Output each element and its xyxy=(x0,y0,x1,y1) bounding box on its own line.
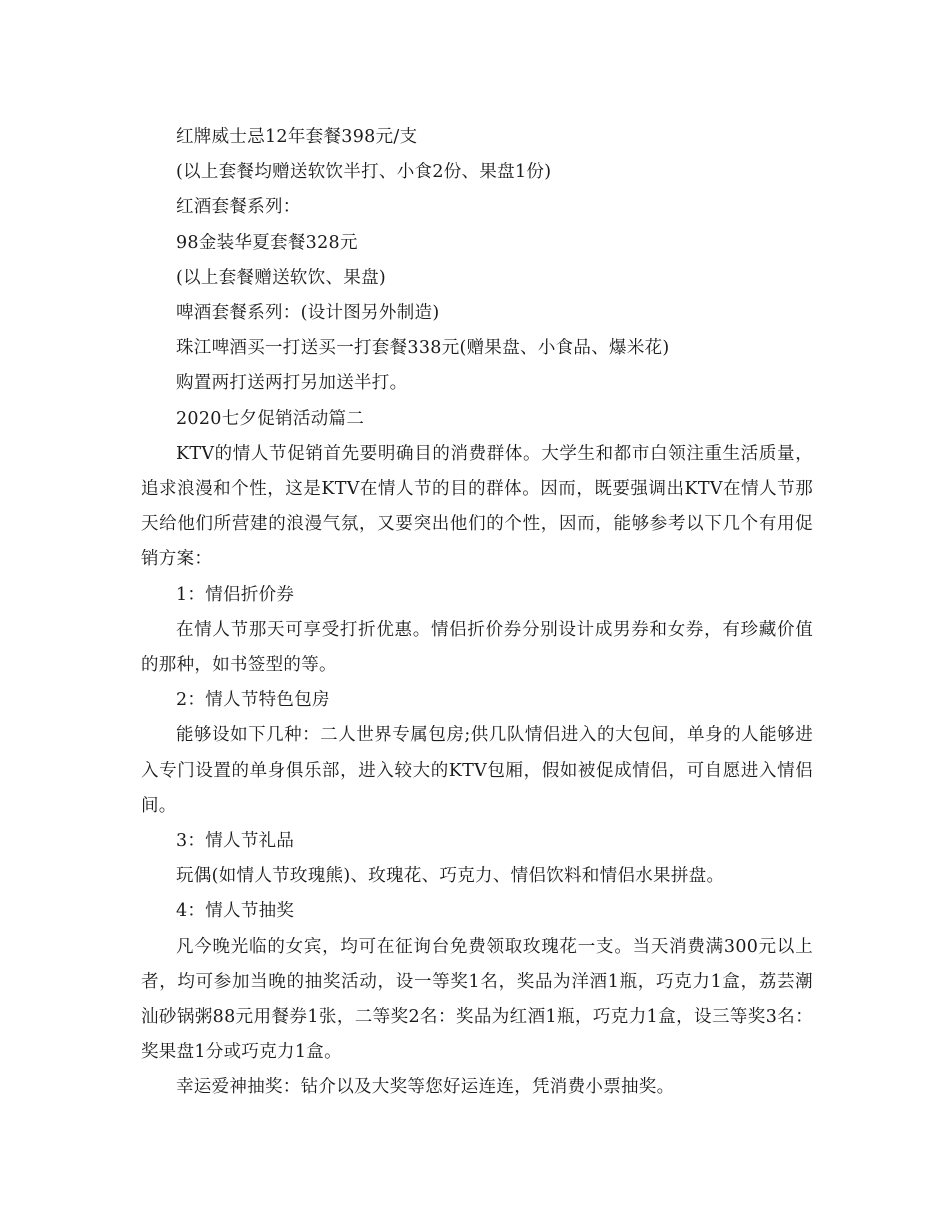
paragraph-red-wine-gift-note: (以上套餐赠送软饮、果盘) xyxy=(176,267,387,288)
paragraph-beer-offer: 购置两打送两打另加送半打。 xyxy=(176,373,408,394)
item-heading-3: 3：情人节礼品 xyxy=(176,831,295,852)
paragraph-red-wine-heading: 红酒套餐系列： xyxy=(176,197,301,218)
item-body-1: 在情人节那天可享受打折优惠。情侣折价券分别设计成男券和女券，有珍藏价值的那种，如书签型的等。 xyxy=(141,619,813,676)
item-heading-2: 2：情人节特色包房 xyxy=(176,690,330,711)
paragraph-intro: KTV的情人节促销首先要明确目的消费群体。大学生和都市白领注重生活质量，追求浪漫和个性，这是KTV在情人节的目的群体。因而，既要强调出KTV在情人节那天给他们所营建的浪漫气氛，又要突出他们的个性，因而，能够参考以下几个有用促销方案： xyxy=(141,443,813,570)
paragraph-beer-heading: 啤酒套餐系列：(设计图另外制造) xyxy=(176,303,440,324)
paragraph-beer-package: 珠江啤酒买一打送买一打套餐338元(赠果盘、小食品、爆米花) xyxy=(176,338,670,359)
paragraph-whisky-package: 红牌威士忌12年套餐398元/支 xyxy=(176,127,418,147)
paragraph-lucky-draw: 幸运爱神抽奖：钻介以及大奖等您好运连连，凭消费小票抽奖。 xyxy=(176,1077,675,1098)
item-heading-1: 1：情侣折价券 xyxy=(176,584,295,605)
section-title: 2020七夕促销活动篇二 xyxy=(176,408,365,429)
item-heading-4: 4：情人节抽奖 xyxy=(176,901,295,922)
paragraph-package-gift-note: (以上套餐均赠送软饮半打、小食2份、果盘1份) xyxy=(176,162,552,183)
document-body xyxy=(141,120,813,1106)
item-body-3: 玩偶(如情人节玫瑰熊)、玫瑰花、巧克力、情侣饮料和情侣水果拼盘。 xyxy=(176,866,725,887)
item-body-4: 凡今晚光临的女宾，均可在征询台免费领取玫瑰花一支。当天消费满300元以上者，均可参加当晚的抽奖活动，设一等奖1名，奖品为洋酒1瓶，巧克力1盒，荔芸潮汕砂锅粥88元用餐券1张，二等奖2名：奖品为红酒1瓶，巧克力1盒，设三等奖3名：奖果盘1分或巧克力1盒。 xyxy=(141,936,813,1063)
item-body-2: 能够设如下几种：二人世界专属包房;供几队情侣进入的大包间，单身的人能够进入专门设置的单身俱乐部，进入较大的KTV包厢，假如被促成情侣，可自愿进入情侣间。 xyxy=(141,725,813,816)
paragraph-red-wine-package: 98金装华夏套餐328元 xyxy=(176,232,358,253)
